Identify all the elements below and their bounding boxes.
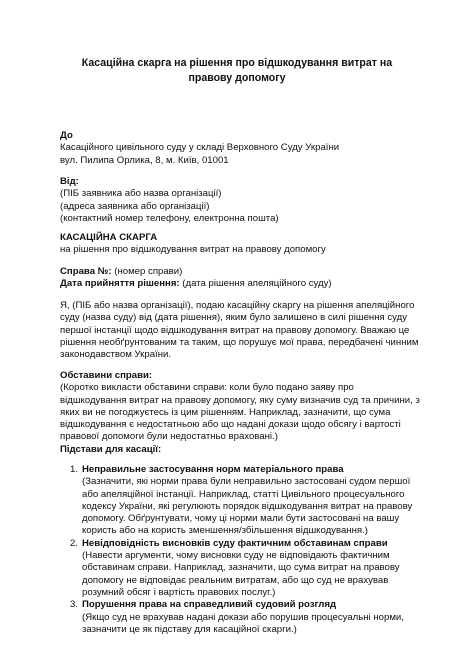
document-heading-block: [60, 232, 420, 257]
recipient-court: Касаційного цивільного суду у складі Верховного Суду України: [60, 142, 340, 154]
grounds-item-text: (Навести аргументи, чому висновки суду не відповідають фактичним обставинам справи. Наприклад, зазначити, що сума витрат на правову допомогу не відповідає реальним витратам, або що суд не врахував розумний обсяг і вартість правових послуг.): [82, 550, 400, 598]
grounds-list: [60, 464, 420, 636]
grounds-list-item: [60, 464, 420, 538]
grounds-item-number: 1.: [70, 464, 79, 475]
grounds-heading-block: [60, 444, 420, 456]
circumstances-text: (Коротко викласти обставини справи: коли було подано заяву про відшкодування витрат на правову допомогу, яку суму визначив суд та причини, з яких ви не погоджуєтесь із цим рішенням. Наприклад, зазначити, що сума відшкодування є недостатньою або що надані докази щодо обсягу і вартості правової допомоги були недостатньо враховані.): [60, 382, 420, 443]
grounds-item-title: Неправильне застосування норм матеріального права: [82, 464, 344, 475]
case-number-label: Справа №:: [60, 266, 112, 277]
decision-date-label: Дата прийняття рішення:: [60, 278, 180, 290]
sender-contact: (контактний номер телефону, електронна пошта): [60, 212, 279, 224]
grounds-item-title: Невідповідність висновків суду фактичним обставинам справи: [82, 537, 388, 549]
case-number-line: [60, 266, 420, 278]
recipient-block: [60, 130, 420, 167]
grounds-item-text: (Якщо суд не врахував надані докази або порушив процесуальні норми, зазначити це як підставу для касаційної скарги.): [82, 611, 404, 635]
case-number-value: (номер справи): [111, 266, 183, 277]
decision-date-value: (дата рішення апеляційного суду): [179, 278, 332, 290]
grounds-item-text: (Зазначити, які норми права були неправильно застосовані судом першої або апеляційної інстанції. Наприклад, статті Цивільного процесуального кодексу України, які регулюють порядок відшкодування витрат на правову допомогу. Обґрунтувати, чому ці норми мали бути застосовані на вашу користь або на користь зменшення/збільшення відшкодування.): [82, 476, 413, 537]
recipient-label: До: [60, 130, 73, 141]
document-heading: КАСАЦІЙНА СКАРГА: [60, 232, 158, 243]
sender-label: Від:: [60, 176, 79, 187]
intro-paragraph: Я, (ПІБ або назва організації), подаю касаційну скаргу на рішення апеляційного суду (назва суду) від (дата рішення), яким було залишено в силі рішення суду першої інстанції щодо відшкодування витрат на правову допомогу. Вважаю це рішення необґрунтованим та таким, що порушує мої права, передбачені чинним законодавством України.: [60, 300, 419, 361]
document-subheading: на рішення про відшкодування витрат на правову допомогу: [60, 244, 326, 256]
circumstances-heading: Обставини справи:: [60, 370, 153, 381]
grounds-list-item: [60, 538, 420, 599]
circumstances-section: [60, 370, 420, 444]
grounds-list-item: [60, 599, 420, 636]
grounds-item-number: 3.: [70, 599, 79, 611]
case-info-block: [60, 266, 420, 291]
sender-name: (ПІБ заявника або назва організації): [60, 188, 222, 200]
grounds-heading: Підстави для касації:: [60, 444, 162, 455]
document-title: Касаційна скарга на рішення про відшкодування витрат на правову допомогу: [81, 57, 393, 84]
recipient-address: вул. Пилипа Орлика, 8, м. Київ, 01001: [60, 154, 229, 166]
grounds-item-number: 2.: [70, 537, 79, 549]
sender-block: [60, 176, 420, 225]
decision-date-line: [60, 278, 420, 290]
grounds-item-title: Порушення права на справедливий судовий розгляд: [82, 599, 337, 611]
sender-address: (адреса заявника або організації): [60, 200, 210, 212]
